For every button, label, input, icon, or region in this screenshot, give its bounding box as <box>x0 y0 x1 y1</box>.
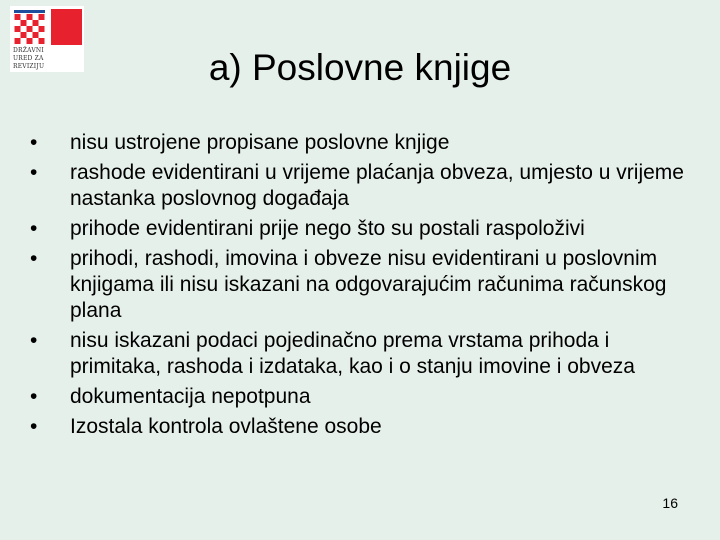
bullet-item <box>30 414 690 440</box>
bullet-dot: • <box>30 247 38 270</box>
bullet-dot: • <box>30 131 38 154</box>
bullet-item <box>30 384 690 410</box>
bullet-item <box>30 160 690 212</box>
logo-text: DRŽAVNI URED ZA REVIZIJU <box>13 47 45 70</box>
bullet-text: Izostala kontrola ovlaštene osobe <box>70 415 382 438</box>
state-audit-office-logo <box>10 6 84 72</box>
bullet-item <box>30 130 690 156</box>
bullet-dot: • <box>30 329 38 352</box>
bullet-item <box>30 246 690 324</box>
slide-title: a) Poslovne knjige <box>208 47 512 88</box>
bullet-text: nisu iskazani podaci pojedinačno prema vrstama prihoda i primitaka, rashoda i izdataka, kao i o stanju imovine i obveza <box>70 329 635 378</box>
bullet-item <box>30 328 690 380</box>
bullet-dot: • <box>30 415 38 438</box>
bullet-text: prihode evidentirani prije nego što su postali raspoloživi <box>70 217 585 240</box>
bullet-dot: • <box>30 161 38 184</box>
page-number: 16 <box>662 495 678 511</box>
bullet-dot: • <box>30 385 38 408</box>
bullet-text: rashode evidentirani u vrijeme plaćanja obveza, umjesto u vrijeme nastanka poslovnog događaja <box>70 161 684 210</box>
bullet-item <box>30 216 690 242</box>
logo-red-block <box>51 9 82 45</box>
bullet-dot: • <box>30 217 38 240</box>
croatian-coat-of-arms-icon <box>13 9 46 45</box>
bullet-text: dokumentacija nepotpuna <box>70 385 311 408</box>
bullet-list <box>30 130 690 444</box>
bullet-text: prihodi, rashodi, imovina i obveze nisu evidentirani u poslovnim knjigama ili nisu iskazani na odgovarajućim računima računskog plana <box>70 247 667 322</box>
bullet-text: nisu ustrojene propisane poslovne knjige <box>70 131 450 154</box>
